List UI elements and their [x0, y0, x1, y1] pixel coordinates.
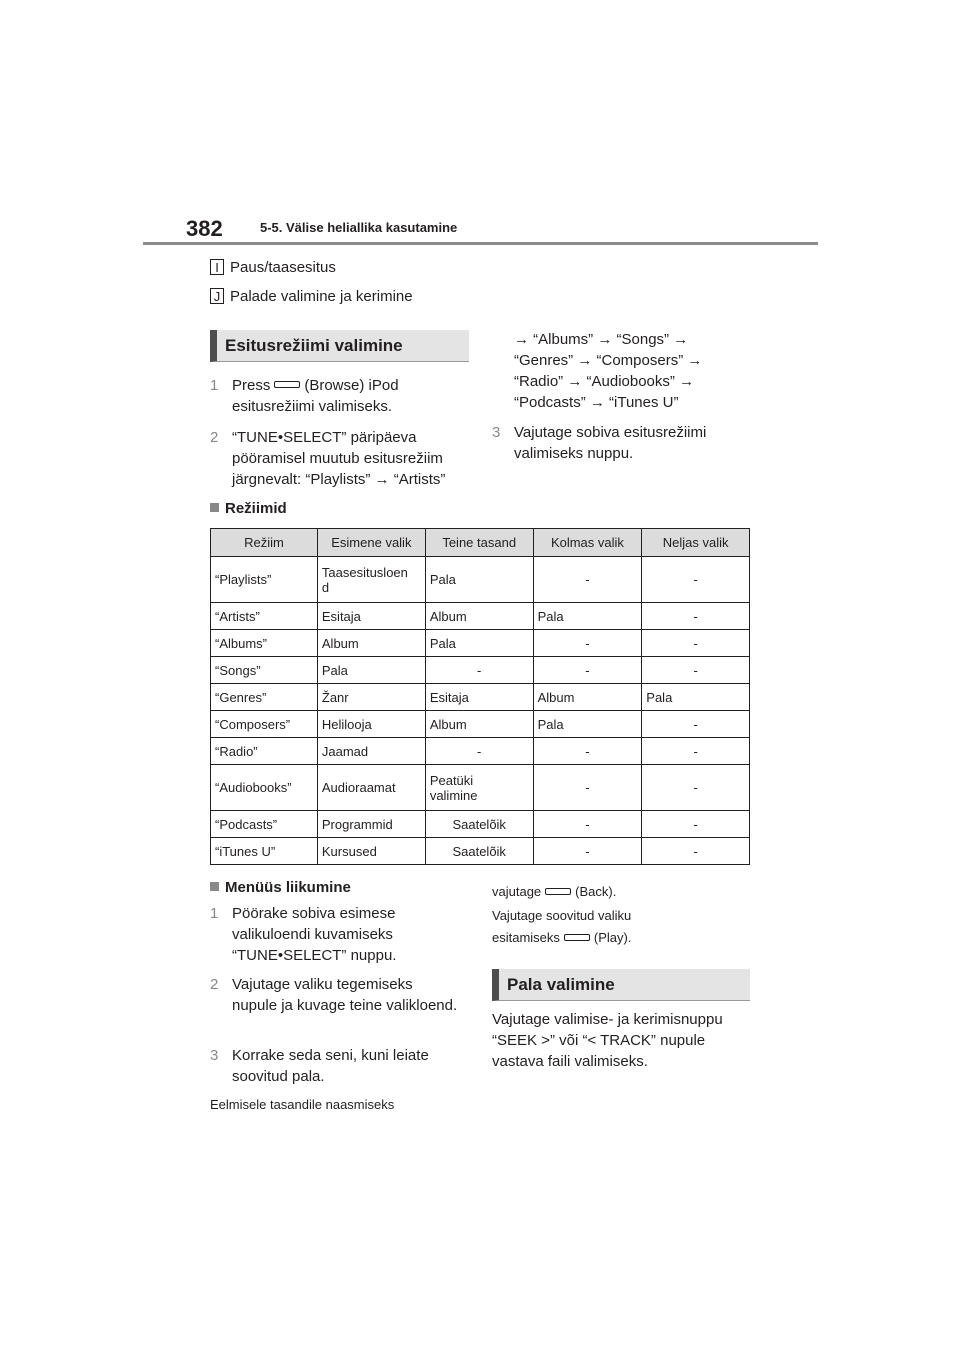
table-cell: “Songs” [211, 657, 318, 684]
table-row [211, 657, 750, 684]
table-cell: Jaamad [317, 738, 425, 765]
table-row [211, 684, 750, 711]
table-header-cell: Esimene valik [317, 529, 425, 557]
menu-step-2 [210, 974, 460, 1016]
square-bullet-icon [210, 503, 219, 512]
table-cell: “Genres” [211, 684, 318, 711]
table-header-cell: Kolmas valik [533, 529, 642, 557]
note-back: vajutage (Back). [492, 884, 617, 899]
table-cell: Taasesitusloen d [317, 557, 425, 603]
step-number: 1 [210, 377, 219, 394]
table-cell: Pala [642, 684, 750, 711]
table-cell: Pala [533, 603, 642, 630]
table-cell: Saatelõik [425, 838, 533, 865]
step-text: Pöörake sobiva esimese valikuloendi kuvamiseks “TUNE•SELECT” nuppu. [232, 905, 397, 964]
table-cell: Programmid [317, 811, 425, 838]
note-play-line1: Vajutage soovitud valiku [492, 908, 632, 923]
table-cell: - [642, 738, 750, 765]
table-cell: Saatelõik [425, 811, 533, 838]
table-row [211, 765, 750, 811]
track-section-heading: Pala valimine [492, 969, 750, 1001]
step-text-pre: Press [232, 377, 271, 394]
step-number: 3 [210, 1047, 219, 1064]
table-cell: - [425, 738, 533, 765]
page-number: 382 [186, 216, 223, 241]
mode-step-1 [210, 375, 465, 417]
table-cell: “iTunes U” [211, 838, 318, 865]
table-header-cell: Neljas valik [642, 529, 750, 557]
table-row [211, 838, 750, 865]
square-bullet-icon [210, 882, 219, 891]
legend-item-i [210, 259, 336, 276]
table-cell: - [642, 557, 750, 603]
step-number: 2 [210, 976, 219, 993]
table-cell: - [533, 838, 642, 865]
table-cell: “Composers” [211, 711, 318, 738]
table-cell: Esitaja [425, 684, 533, 711]
table-cell: Album [425, 711, 533, 738]
key-label-j: J [210, 288, 224, 304]
mode-section-heading: Esitusrežiimi valimine [210, 330, 469, 362]
mode-sequence-continued: → “Albums” → “Songs” → “Genres” → “Composers” → “Radio” → “Audiobooks” → “Podcasts” → “iTunes U” [514, 331, 703, 411]
table-row [211, 557, 750, 603]
table-cell: Audioraamat [317, 765, 425, 811]
table-cell: - [642, 811, 750, 838]
table-cell: Esitaja [317, 603, 425, 630]
table-cell: - [533, 557, 642, 603]
table-cell: “Radio” [211, 738, 318, 765]
track-section-text: Vajutage valimise- ja kerimisnuppu “SEEK >” või “< TRACK” nupule vastava faili valimiseks. [492, 1011, 723, 1070]
menu-step-3 [210, 1045, 460, 1087]
note-previous-level: Eelmisele tasandile naasmiseks [210, 1097, 395, 1112]
legend-text-j: Palade valimine ja kerimine [230, 288, 413, 305]
table-cell: - [642, 838, 750, 865]
table-cell: “Albums” [211, 630, 318, 657]
table-cell: Helilooja [317, 711, 425, 738]
step-text-post: (Browse) iPod esitusrežiimi valimiseks. [232, 377, 399, 415]
table-cell: - [533, 811, 642, 838]
table-row [211, 630, 750, 657]
menu-subheading: Menüüs liikumine [210, 879, 351, 896]
table-cell: “Audiobooks” [211, 765, 318, 811]
browse-button-icon [274, 381, 300, 388]
table-row [211, 711, 750, 738]
step-text: Korrake seda seni, kuni leiate soovitud pala. [232, 1047, 429, 1085]
mode-step-2 [210, 427, 465, 490]
section-title: 5-5. Välise heliallika kasutamine [260, 220, 458, 235]
table-cell: - [642, 711, 750, 738]
note-play-line2: esitamiseks (Play). [492, 930, 632, 945]
table-cell: Album [533, 684, 642, 711]
step-text: Vajutage sobiva esitusrežiimi valimiseks nuppu. [514, 424, 707, 462]
key-label-i: I [210, 259, 224, 275]
table-cell: Peatüki valimine [425, 765, 533, 811]
step-number: 2 [210, 429, 219, 446]
table-header-cell: Teine tasand [425, 529, 533, 557]
table-row [211, 738, 750, 765]
step-number: 3 [492, 424, 501, 441]
table-cell: Album [425, 603, 533, 630]
table-cell: “Playlists” [211, 557, 318, 603]
table-cell: - [533, 765, 642, 811]
play-button-icon [564, 934, 590, 941]
table-cell: Album [317, 630, 425, 657]
step-number: 1 [210, 905, 219, 922]
modes-table [210, 528, 750, 865]
table-cell: Pala [425, 630, 533, 657]
table-cell: - [642, 603, 750, 630]
back-button-icon [545, 888, 571, 895]
step-text: Vajutage valiku tegemiseks nupule ja kuvage teine valikloend. [232, 976, 458, 1014]
table-header-row [211, 529, 750, 557]
table-cell: - [642, 657, 750, 684]
table-cell: “Podcasts” [211, 811, 318, 838]
table-cell: Pala [317, 657, 425, 684]
modes-subheading: Režiimid [210, 500, 287, 517]
header-rule [143, 242, 818, 245]
table-cell: - [425, 657, 533, 684]
table-cell: - [642, 630, 750, 657]
legend-item-j [210, 288, 413, 305]
mode-step-3 [492, 422, 750, 464]
legend-text-i: Paus/taasesitus [230, 259, 336, 276]
table-cell: Kursused [317, 838, 425, 865]
table-header-cell: Režiim [211, 529, 318, 557]
table-cell: - [533, 657, 642, 684]
step-text: “TUNE•SELECT” päripäeva pööramisel muutub esitusrežiim järgnevalt: “Playlists” → “Artists” [232, 429, 446, 488]
table-cell: Žanr [317, 684, 425, 711]
menu-step-1 [210, 903, 460, 966]
table-row [211, 811, 750, 838]
table-cell: Pala [425, 557, 533, 603]
table-cell: - [533, 738, 642, 765]
table-row [211, 603, 750, 630]
table-cell: Pala [533, 711, 642, 738]
table-cell: - [533, 630, 642, 657]
table-cell: “Artists” [211, 603, 318, 630]
table-cell: - [642, 765, 750, 811]
